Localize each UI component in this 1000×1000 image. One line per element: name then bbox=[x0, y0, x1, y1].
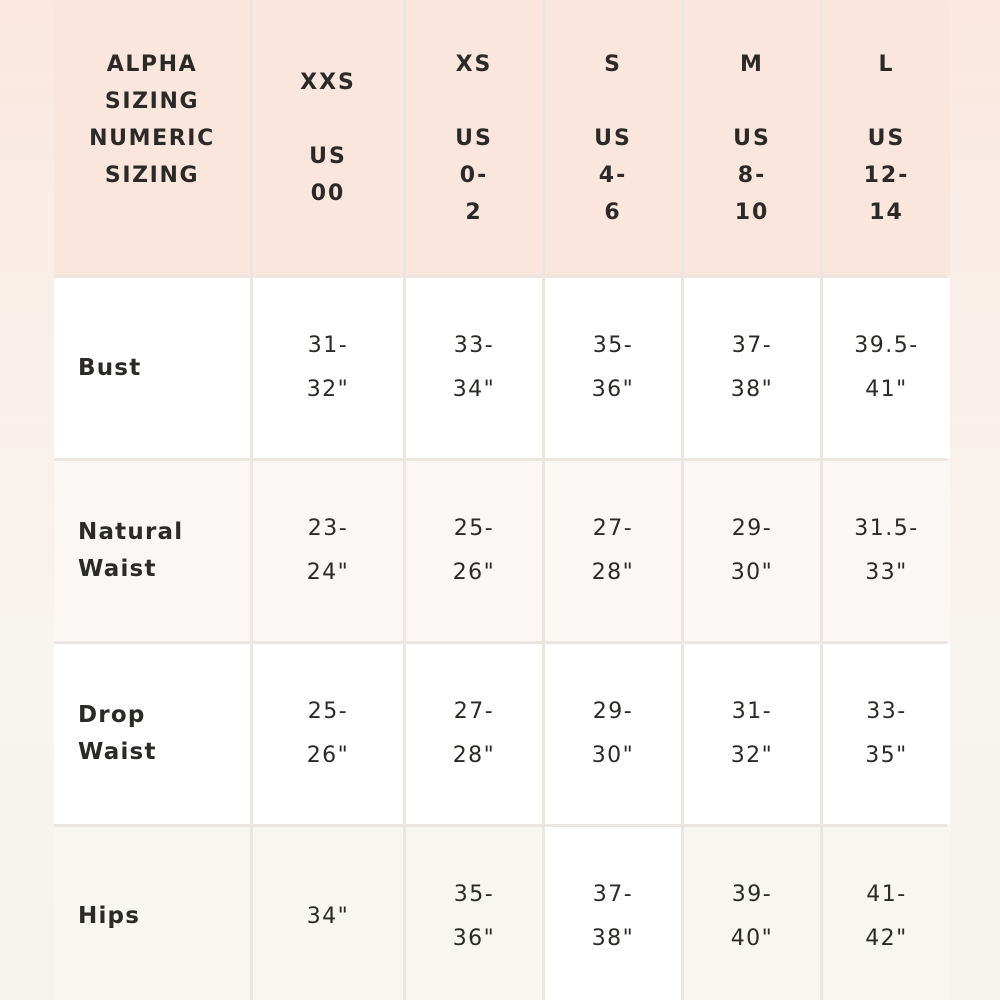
header-size-xxs bbox=[253, 0, 403, 275]
cell-value: 38" bbox=[730, 377, 774, 402]
cell-value: 36" bbox=[452, 925, 496, 951]
table-cell bbox=[253, 461, 403, 641]
cell-value: 32" bbox=[306, 377, 350, 402]
cell-value: 36" bbox=[591, 377, 635, 402]
size-numeric-label: US bbox=[594, 126, 632, 151]
row-label-hips bbox=[54, 827, 250, 1000]
cell-value: 31.5- bbox=[854, 516, 919, 541]
table-cell bbox=[406, 278, 542, 458]
cell-value: 40" bbox=[730, 925, 774, 951]
size-numeric-label: US bbox=[733, 126, 771, 151]
cell-value: 41- bbox=[866, 881, 907, 907]
table-cell bbox=[253, 827, 403, 1000]
table-cell bbox=[545, 461, 681, 641]
cell-value: 33- bbox=[866, 699, 907, 724]
table-cell bbox=[406, 461, 542, 641]
table-cell bbox=[406, 644, 542, 824]
header-size-l bbox=[823, 0, 950, 275]
size-alpha-label: XS bbox=[455, 52, 493, 77]
alpha-sizing-label-1: ALPHA bbox=[106, 52, 198, 77]
cell-value: 28" bbox=[591, 560, 635, 585]
size-numeric-label: 14 bbox=[869, 200, 904, 225]
cell-value: 35" bbox=[865, 743, 908, 768]
cell-value: 37- bbox=[731, 333, 773, 358]
table-cell bbox=[684, 461, 820, 641]
size-numeric-label: US bbox=[867, 126, 906, 151]
size-numeric-label: US bbox=[455, 126, 493, 151]
cell-value: 37- bbox=[592, 881, 634, 907]
size-numeric-label: 6 bbox=[604, 200, 622, 225]
cell-value: 29- bbox=[592, 699, 634, 724]
row-label-natural-waist bbox=[54, 461, 250, 641]
header-size-m bbox=[684, 0, 820, 275]
size-alpha-label: L bbox=[878, 52, 895, 77]
table-cell bbox=[684, 278, 820, 458]
cell-value: 39- bbox=[731, 881, 773, 907]
cell-value: 34" bbox=[306, 903, 350, 929]
cell-value: 35- bbox=[592, 333, 634, 358]
size-alpha-label: S bbox=[604, 52, 622, 77]
row-label-text: Hips bbox=[78, 903, 141, 929]
size-numeric-label: 00 bbox=[310, 181, 346, 206]
numeric-sizing-label-1: NUMERIC bbox=[89, 126, 215, 151]
cell-value: 28" bbox=[452, 743, 496, 768]
cell-value: 30" bbox=[730, 560, 774, 585]
cell-value: 35- bbox=[453, 881, 495, 907]
table-cell bbox=[823, 278, 950, 458]
cell-value: 32" bbox=[730, 743, 774, 768]
header-label-cell bbox=[54, 0, 250, 275]
table-cell bbox=[823, 827, 950, 1000]
size-numeric-label: 4- bbox=[598, 163, 628, 188]
table-cell bbox=[823, 461, 950, 641]
cell-value: 27- bbox=[592, 516, 634, 541]
row-label-text: Waist bbox=[78, 739, 157, 765]
cell-value: 26" bbox=[452, 560, 496, 585]
cell-value: 38" bbox=[591, 925, 635, 951]
cell-value: 30" bbox=[591, 743, 635, 768]
size-numeric-label: 8- bbox=[737, 163, 767, 188]
size-numeric-label: 12- bbox=[863, 163, 910, 188]
table-cell bbox=[545, 278, 681, 458]
cell-value: 31- bbox=[731, 699, 773, 724]
table-cell bbox=[406, 827, 542, 1000]
size-numeric-label: 0- bbox=[459, 163, 489, 188]
cell-value: 25- bbox=[453, 516, 495, 541]
alpha-sizing-label-2: SIZING bbox=[104, 89, 200, 114]
table-cell bbox=[545, 827, 681, 1000]
cell-value: 41" bbox=[865, 377, 908, 402]
row-label-text: Drop bbox=[78, 702, 146, 728]
table-cell bbox=[253, 644, 403, 824]
cell-value: 29- bbox=[731, 516, 773, 541]
size-numeric-label: 10 bbox=[734, 200, 770, 225]
cell-value: 39.5- bbox=[854, 333, 919, 358]
cell-value: 23- bbox=[307, 516, 349, 541]
cell-value: 34" bbox=[452, 377, 496, 402]
cell-value: 42" bbox=[865, 925, 908, 951]
numeric-sizing-label-2: SIZING bbox=[104, 163, 200, 188]
cell-value: 33- bbox=[453, 333, 495, 358]
table-cell bbox=[545, 644, 681, 824]
row-label-bust bbox=[54, 278, 250, 458]
cell-value: 27- bbox=[453, 699, 495, 724]
size-alpha-label: M bbox=[740, 52, 764, 77]
cell-value: 31- bbox=[307, 333, 349, 358]
cell-value: 25- bbox=[307, 699, 349, 724]
size-numeric-label: US bbox=[309, 144, 347, 169]
table-cell bbox=[253, 278, 403, 458]
table-cell bbox=[823, 644, 950, 824]
row-label-text: Natural bbox=[78, 519, 184, 545]
row-label-text: Bust bbox=[78, 354, 142, 381]
size-numeric-label: 2 bbox=[465, 200, 483, 225]
header-size-s bbox=[545, 0, 681, 275]
cell-value: 24" bbox=[306, 560, 350, 585]
row-label-text: Waist bbox=[78, 556, 157, 582]
table-cell bbox=[684, 644, 820, 824]
row-label-drop-waist bbox=[54, 644, 250, 824]
size-chart-table bbox=[54, 0, 947, 1000]
cell-value: 26" bbox=[306, 743, 350, 768]
cell-value: 33" bbox=[865, 560, 908, 585]
size-alpha-label: XXS bbox=[300, 70, 356, 95]
header-size-xs bbox=[406, 0, 542, 275]
table-cell bbox=[684, 827, 820, 1000]
